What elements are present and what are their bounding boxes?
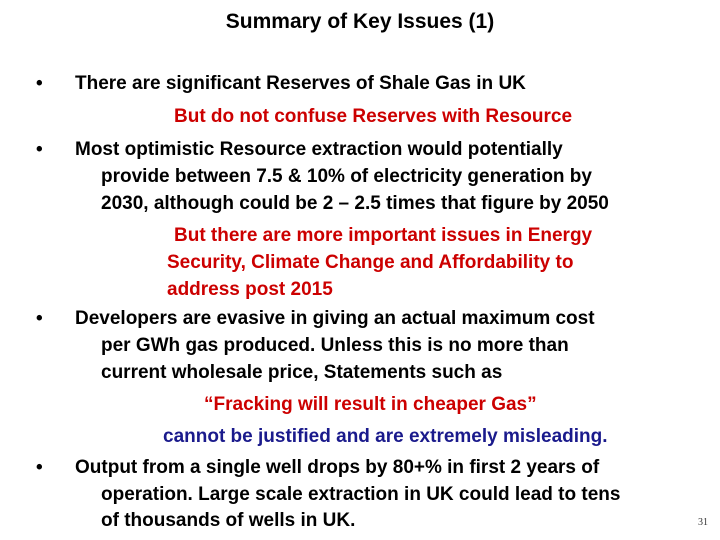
bullet-3-quote: “Fracking will result in cheaper Gas” (204, 394, 537, 415)
bullet-2-line-2: provide between 7.5 & 10% of electricity generation by (101, 166, 592, 187)
bullet-1-subpoint: But do not confuse Reserves with Resource (174, 106, 573, 127)
bullet-2-line-1: Most optimistic Resource extraction would potentially (75, 139, 563, 160)
bullet-2-subpoint-line-3: address post 2015 (167, 279, 333, 300)
bullet-4-line-3: of thousands of wells in UK. (101, 510, 356, 531)
bullet-2-marker: • (36, 139, 43, 160)
bullet-4-line-1: Output from a single well drops by 80+% in first 2 years of (75, 457, 600, 478)
bullet-3-subpoint: cannot be justified and are extremely misleading. (163, 426, 608, 447)
page-number: 31 (698, 517, 708, 528)
bullet-3-line-3: current wholesale price, Statements such as (101, 362, 503, 383)
bullet-2-subpoint-line-2: Security, Climate Change and Affordability to (167, 252, 574, 273)
bullet-1-text: There are significant Reserves of Shale Gas in UK (75, 73, 526, 94)
bullet-3-marker: • (36, 308, 43, 329)
bullet-4-line-2: operation. Large scale extraction in UK could lead to tens (101, 484, 621, 505)
bullet-3-line-2: per GWh gas produced. Unless this is no more than (101, 335, 569, 356)
bullet-2-subpoint-line-1: But there are more important issues in Energy (174, 225, 593, 246)
slide-title: Summary of Key Issues (1) (225, 10, 495, 33)
bullet-2-line-3: 2030, although could be 2 – 2.5 times that figure by 2050 (101, 193, 609, 214)
bullet-4-marker: • (36, 457, 43, 478)
bullet-1-marker: • (36, 73, 43, 94)
bullet-3-line-1: Developers are evasive in giving an actual maximum cost (75, 308, 595, 329)
